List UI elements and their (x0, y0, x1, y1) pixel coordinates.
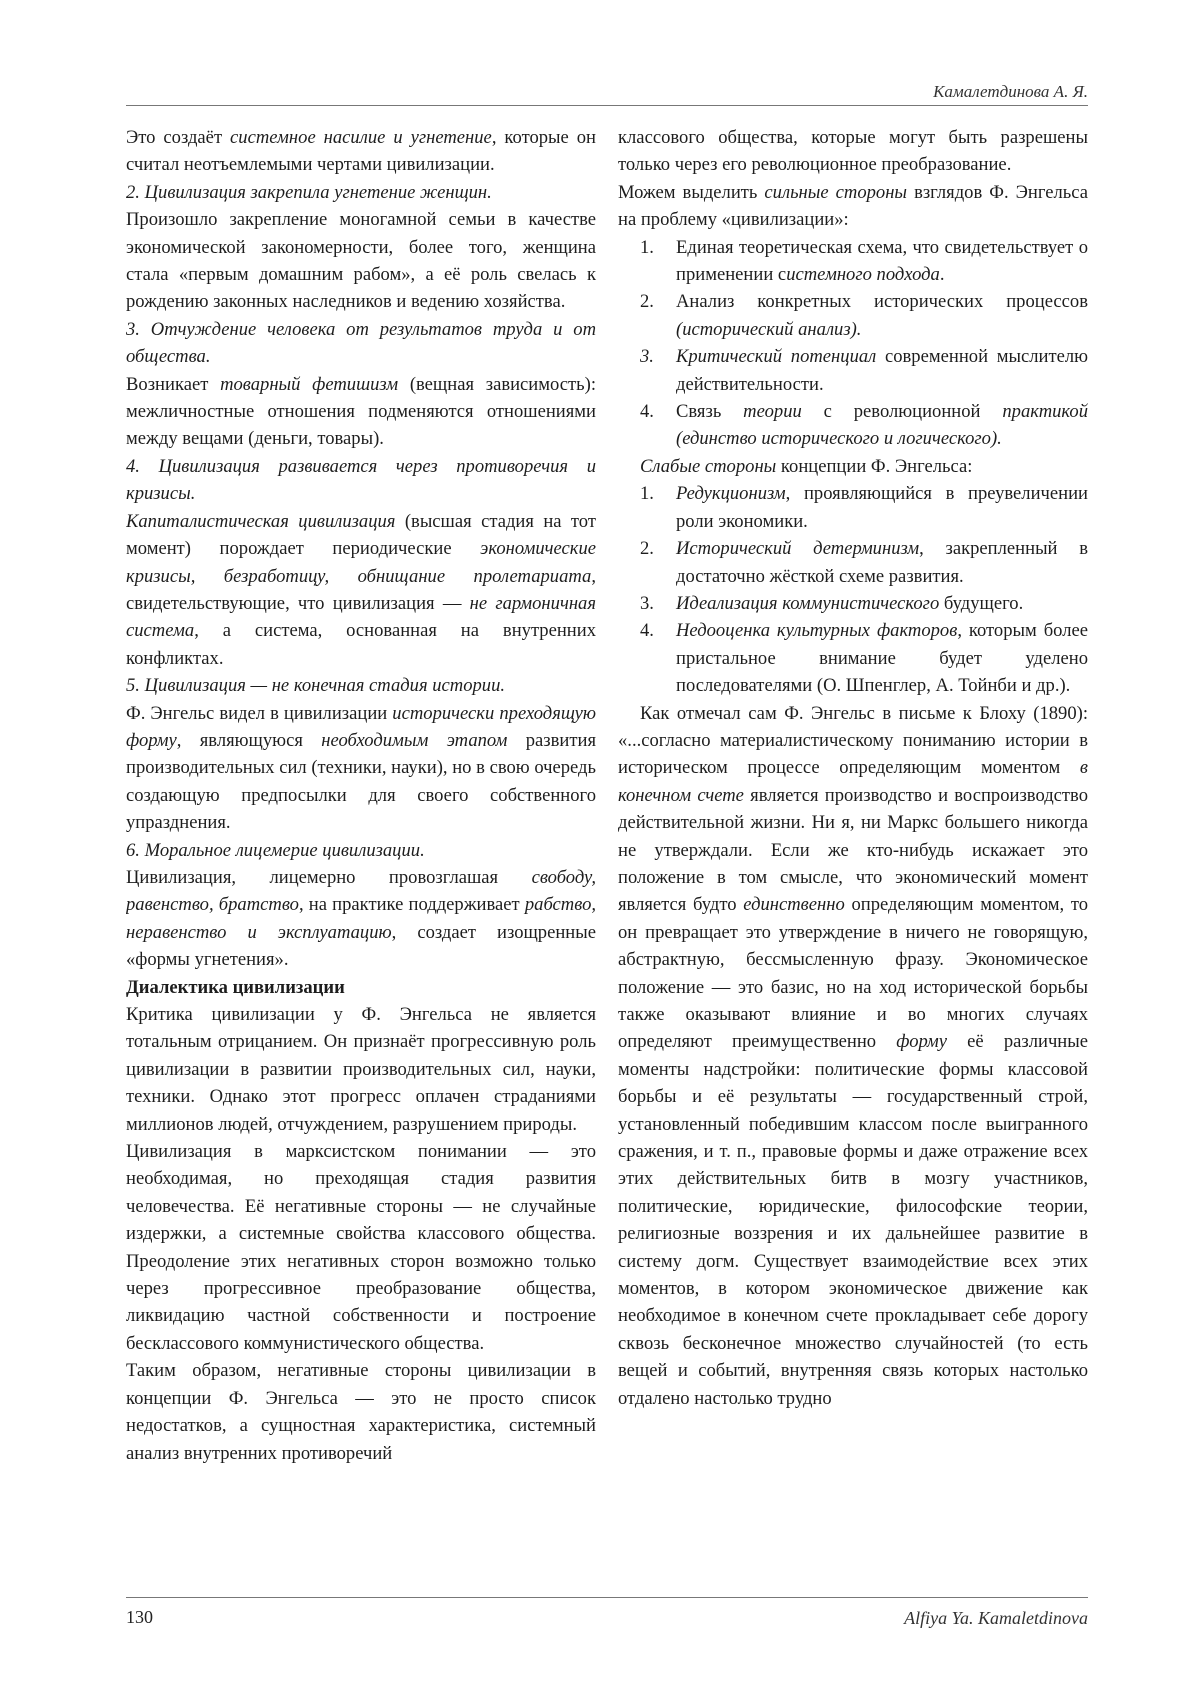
list-item (618, 535, 1088, 590)
list-item-number: 2. (640, 538, 654, 560)
subheading: 5. Цивилизация — не конечная стадия истории. (126, 675, 506, 697)
italic-run: рабство, неравенство и эксплуатацию (126, 894, 597, 943)
text-run: Таким образом, негативные стороны цивилизации в концепции Ф. Энгельса — это не просто список недостатков, а сущностная характеристика, системный анализ внутренних противоречий (126, 1360, 596, 1464)
list-item-text (676, 343, 1088, 398)
italic-run: Критический потенциал (676, 346, 877, 368)
list-item-text (676, 617, 1088, 699)
running-head-author: Камалетдинова А. Я. (933, 82, 1088, 101)
list-item (618, 480, 1088, 535)
text-run: классового общества, которые могут быть разрешены только через его революционное преобразование. (618, 127, 1088, 176)
text-run: Как отмечал сам Ф. Энгельс в письме к Блоху (1890): «...согласно материалистическому пониманию истории в историческом процессе определяющим моментом (618, 702, 1088, 779)
text-run: её различные моменты надстройки: политические формы классовой борьбы и её результаты — государственный строй, установленный победившим классом после выигранного сражения, и т. п., правовые формы и даже отражение всех этих действительных битв в мозгу участников, политические, юридические, философские теории, религиозные воззрения и их дальнейшее развитие в систему догм. Существует взаимодействие всех этих моментов, в котором экономическое движение как необходимое в конечном счете прокладывает себе дорогу сквозь бесконечное множество случайностей (то есть вещей и событий, внутренняя связь которых настолько отдалено настолько трудно (618, 1031, 1088, 1409)
italic-run: в конечном счете (618, 757, 1088, 806)
italic-run: истемного подхода (786, 264, 940, 286)
text-run: . (939, 264, 945, 286)
list-item (618, 234, 1088, 289)
italic-run: единственно (743, 894, 845, 916)
text-run: , свидетельствующие, что цивилизация — (126, 565, 596, 614)
paragraph (126, 1357, 596, 1467)
paragraph (618, 124, 1088, 179)
list-item-number: 4. (640, 620, 654, 642)
italic-run: свободу, равенство, братство (126, 866, 596, 916)
paragraph (126, 371, 596, 453)
paragraph (126, 1001, 596, 1138)
italic-run: практикой (единство исторического и логического). (676, 401, 1088, 450)
footer-rule (126, 1597, 1088, 1598)
subheading: 3. Отчуждение человека от результатов труда и от общества. (126, 318, 596, 368)
page-number: 130 (126, 1607, 153, 1627)
text-run: Это создаёт (126, 127, 231, 148)
text-run: определяющим моментом, то он превращает это утверждение в ничего не говорящую, абстрактную, бессмысленную фразу. Экономическое положение — это базис, но на ход исторической борьбы также оказывают влияние и во многих случаях определяют преимущественно (618, 894, 1088, 1053)
text-run: Критика цивилизации у Ф. Энгельса не является тотальным отрицанием. Он признаёт прогрессивную роль цивилизации в развитии производительных сил, науки, техники. Однако этот прогресс оплачен страданиями миллионов людей, отчуждением, разрушением природы. (126, 1004, 596, 1135)
list-item-text (676, 234, 1088, 289)
italic-run: исторически преходящую форму (126, 702, 596, 751)
list-item-number: 3. (640, 592, 654, 614)
text-run: (вещная зависимость): межличностные отношения подменяются отношениями между вещами (деньги, товары). (126, 373, 597, 450)
italic-run: не гармоничная система (126, 592, 596, 642)
italic-run: системное насилие и угнетение (230, 127, 492, 148)
paragraph (126, 508, 596, 672)
list-item-number: 4. (640, 401, 654, 423)
list-item-text (676, 398, 1088, 453)
italic-run: форму (896, 1031, 947, 1053)
italic-run: необходимым этапом (321, 729, 508, 751)
text-run: , а система, основанная на внутренних конфликтах. (126, 620, 596, 669)
subheading: 4. Цивилизация развивается через противоречия и кризисы. (126, 455, 596, 505)
text-run: Цивилизация, лицемерно провозглашая (126, 866, 532, 888)
strengths-list (618, 234, 1088, 453)
subheading: 6. Моральное лицемерие цивилизации. (126, 839, 425, 861)
italic-run: Слабые стороны (640, 455, 777, 477)
text-run: Ф. Энгельс видел в цивилизации (126, 702, 393, 724)
text-run: современной мыслителю действительности. (676, 346, 1088, 395)
weaknesses-list (618, 480, 1088, 699)
text-run: будущего. (939, 592, 1024, 614)
paragraph (126, 864, 596, 974)
text-run: Цивилизация в марксистском понимании — это необходимая, но преходящая стадия развития человечества. Её негативные стороны — не случайные издержки, а системные свойства классового общества. Преодоление этих негативных сторон возможно только через прогрессивное преобразование общества, ликвидацию частной собственности и построение бесклассового коммунистического общества. (126, 1141, 596, 1354)
text-run: (высшая стадия на тот момент) порождает периодические (126, 510, 596, 560)
list-item-text (676, 288, 1088, 343)
list-item (618, 288, 1088, 343)
text-run: Связь (676, 401, 744, 423)
text-run: Произошло закрепление моногамной семьи в качестве экономической закономерности, более того, женщина стала «первым домашним рабом», а её роль свелась к рождению законных наследников и ведению хозяйства. (126, 209, 596, 313)
text-run: , закрепленный в достаточно жёсткой схеме развития. (676, 538, 1088, 587)
text-run: является производство и воспроизводство действительной жизни. Ни я, ни Маркс большего никогда не утверждали. Если же кто-нибудь искажает это положение в том смысле, что экономический момент является будто (618, 784, 1088, 916)
text-columns (126, 124, 1088, 1590)
text-run: с революционной (801, 401, 1003, 423)
text-run: , являющуюся (176, 729, 322, 751)
italic-run: товарный фетишизм (220, 373, 399, 395)
list-item-text (676, 535, 1088, 590)
paragraph (618, 700, 1088, 1413)
italic-run: экономические кризисы, безработицу, обнищание пролетариата (126, 538, 596, 587)
subheading: 2. Цивилизация закрепила угнетение женщин. (126, 181, 492, 203)
text-run: , создает изощренные «формы угнетения». (126, 921, 597, 971)
header-rule (126, 105, 1088, 106)
italic-run: Редукционизм (676, 483, 786, 505)
list-item-text (676, 480, 1088, 535)
list-item-number: 2. (640, 291, 654, 313)
list-item-text (676, 590, 1088, 617)
text-run: Единая теоретическая схема, что свидетельствует о применении с (676, 236, 1088, 286)
text-run: взглядов Ф. Энгельса на проблему «цивилизации»: (618, 181, 1088, 231)
italic-run: Недооценка культурных факторов (676, 620, 958, 642)
section-heading: Диалектика цивилизации (126, 976, 345, 998)
text-run: Возникает (126, 373, 221, 395)
list-item-number: 1. (640, 483, 654, 505)
italic-run: теории (743, 401, 802, 423)
italic-run: Капиталистическая цивилизация (126, 510, 396, 532)
text-run: концепции Ф. Энгельса: (776, 455, 973, 477)
italic-run: Исторический детерминизм (676, 538, 920, 560)
paragraph (126, 206, 596, 316)
list-item-number: 3. (640, 346, 654, 368)
text-run: , проявляющийся в преувеличении роли экономики. (676, 483, 1088, 532)
left-column (126, 124, 596, 1590)
list-item-number: 1. (640, 236, 654, 258)
text-run: , которые он считал неотъемлемыми чертами цивилизации. (126, 127, 596, 176)
list-item (618, 590, 1088, 617)
list-item (618, 617, 1088, 699)
text-run: Анализ конкретных исторических процессов (676, 291, 1088, 313)
list-item (618, 343, 1088, 398)
paragraph (126, 124, 596, 179)
paragraph (126, 700, 596, 837)
italic-run: Идеализация коммунистического (676, 592, 940, 614)
text-run: , на практике поддерживает (298, 894, 525, 916)
list-item (618, 398, 1088, 453)
text-run: , которым более пристальное внимание будет уделено последователями (О. Шпенглер, А. Тойнби и др.). (676, 620, 1088, 697)
italic-run: (исторический анализ). (676, 318, 862, 340)
italic-run: сильные стороны (764, 181, 908, 203)
paragraph (618, 179, 1088, 234)
paragraph (126, 1138, 596, 1357)
right-column (618, 124, 1088, 1590)
text-run: Можем выделить (618, 181, 765, 203)
paragraph (618, 453, 1088, 480)
footer-author: Alfiya Ya. Kamaletdinova (904, 1608, 1088, 1628)
text-run: развития производительных сил (техники, науки), но в свою очередь создающую предпосылки для своего собственного упразднения. (126, 729, 596, 834)
